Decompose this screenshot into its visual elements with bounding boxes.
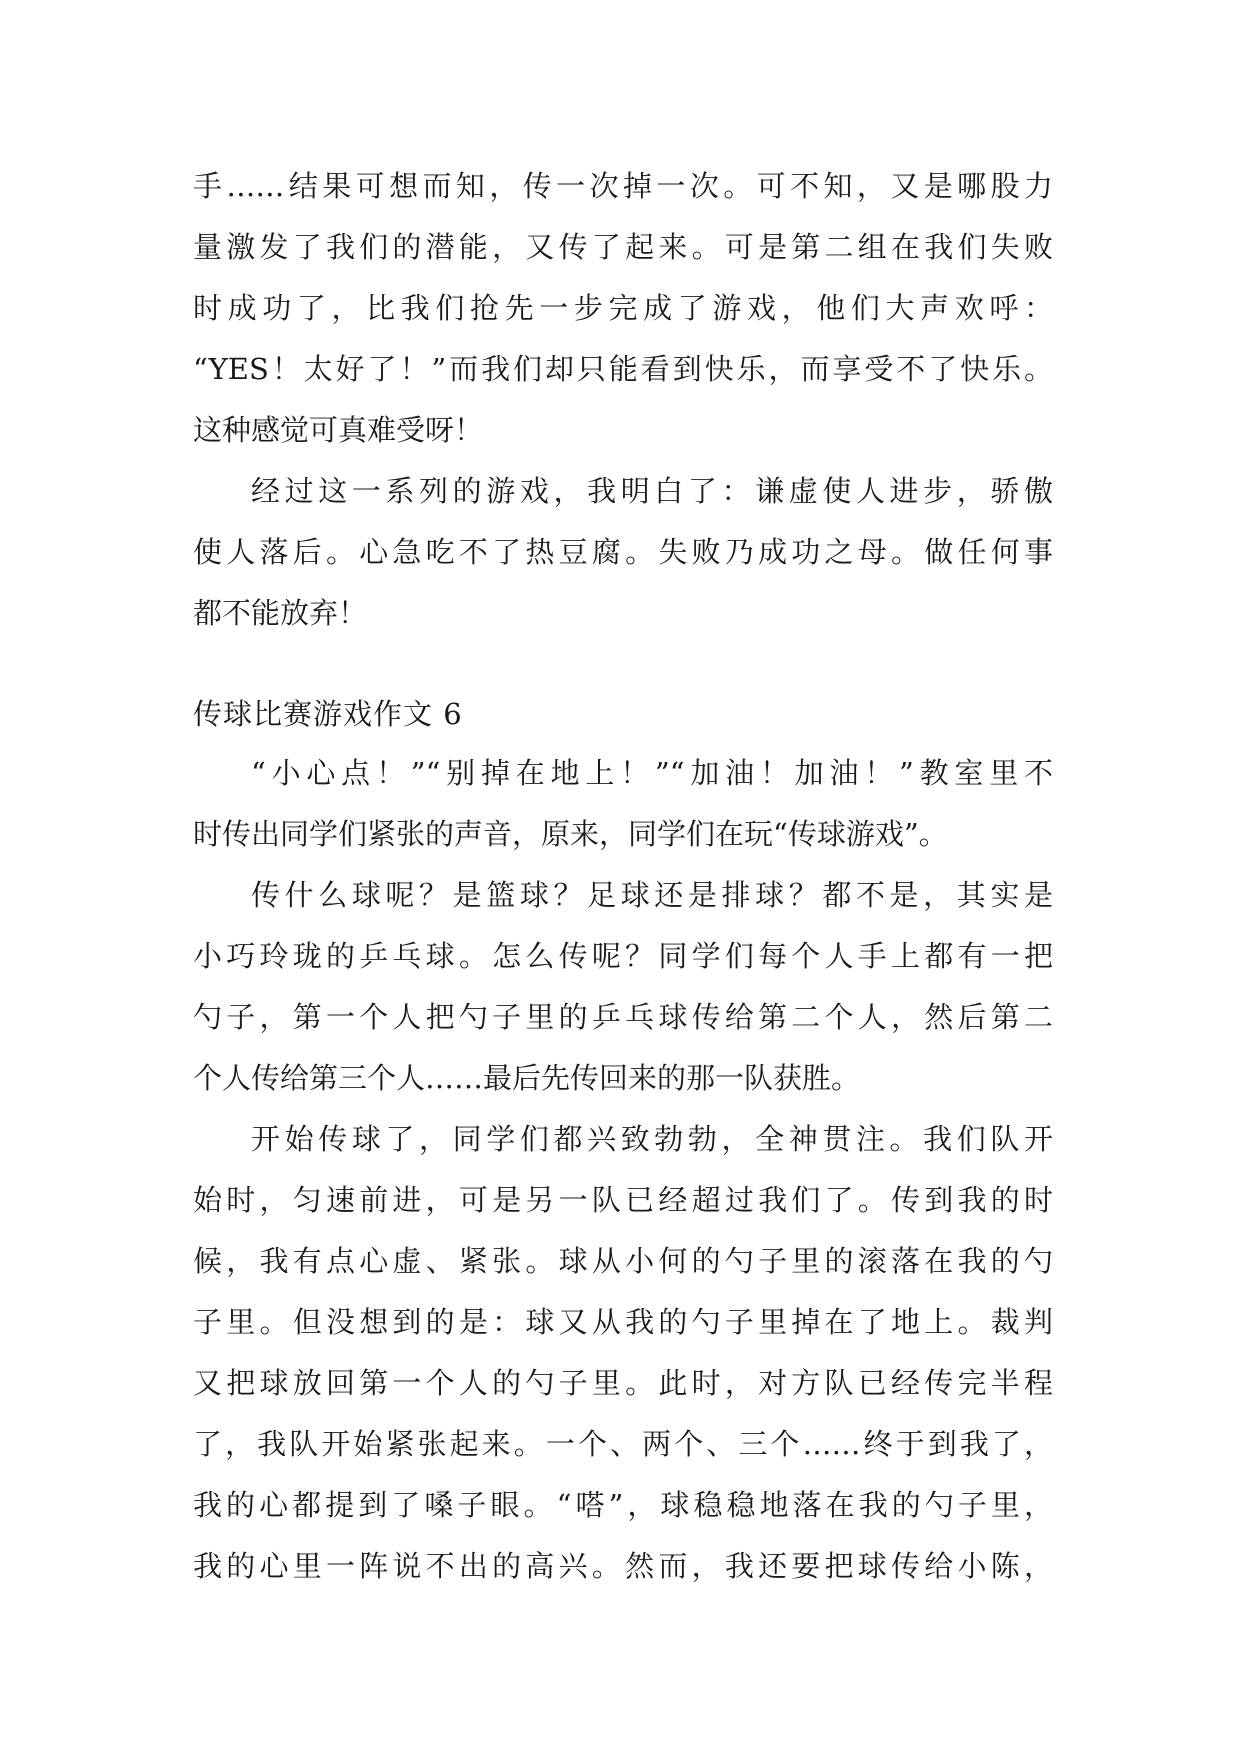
paragraph-line: 这种感觉可真难受呀！	[193, 413, 484, 447]
paragraph-line: 使人落后。心急吃不了热豆腐。失败乃成功之母。做任何事	[193, 535, 1053, 569]
paragraph-line: 了，我队开始紧张起来。一个、两个、三个……终于到我了，	[193, 1427, 1053, 1461]
paragraph-line: “小心点！”“别掉在地上！”“加油！加油！”教室里不	[251, 756, 1053, 790]
paragraph-line: 我的心都提到了嗓子眼。“嗒”，球稳稳地落在我的勺子里，	[193, 1488, 1053, 1522]
paragraph-line: 候，我有点心虚、紧张。球从小何的勺子里的滚落在我的勺	[193, 1244, 1053, 1278]
paragraph-line: “YES！太好了！”而我们却只能看到快乐，而享受不了快乐。	[193, 352, 1053, 386]
section-title: 传球比赛游戏作文 6	[193, 697, 463, 731]
paragraph-line: 始时，匀速前进，可是另一队已经超过我们了。传到我的时	[193, 1183, 1053, 1217]
paragraph-line: 又把球放回第一个人的勺子里。此时，对方队已经传完半程	[193, 1366, 1053, 1400]
paragraph-line: 我的心里一阵说不出的高兴。然而，我还要把球传给小陈，	[193, 1549, 1053, 1583]
paragraph-line: 都不能放弃！	[193, 596, 368, 630]
paragraph-line: 时成功了，比我们抢先一步完成了游戏，他们大声欢呼：	[193, 291, 1053, 325]
paragraph-line: 小巧玲珑的乒乓球。怎么传呢？同学们每个人手上都有一把	[193, 939, 1053, 973]
paragraph-line: 开始传球了，同学们都兴致勃勃，全神贯注。我们队开	[251, 1122, 1053, 1156]
paragraph-line: 时传出同学们紧张的声音，原来，同学们在玩“传球游戏”。	[193, 817, 948, 851]
paragraph-line: 个人传给第三个人……最后先传回来的那一队获胜。	[193, 1061, 861, 1095]
paragraph-line: 手……结果可想而知，传一次掉一次。可不知，又是哪股力	[193, 169, 1053, 203]
paragraph-line: 传什么球呢？是篮球？足球还是排球？都不是，其实是	[251, 878, 1053, 912]
paragraph-line: 经过这一系列的游戏，我明白了：谦虚使人进步，骄傲	[251, 474, 1053, 508]
paragraph-line: 勺子，第一个人把勺子里的乒乓球传给第二个人，然后第二	[193, 1000, 1053, 1034]
paragraph-line: 子里。但没想到的是：球又从我的勺子里掉在了地上。裁判	[193, 1305, 1053, 1339]
paragraph-line: 量激发了我们的潜能，又传了起来。可是第二组在我们失败	[193, 230, 1053, 264]
